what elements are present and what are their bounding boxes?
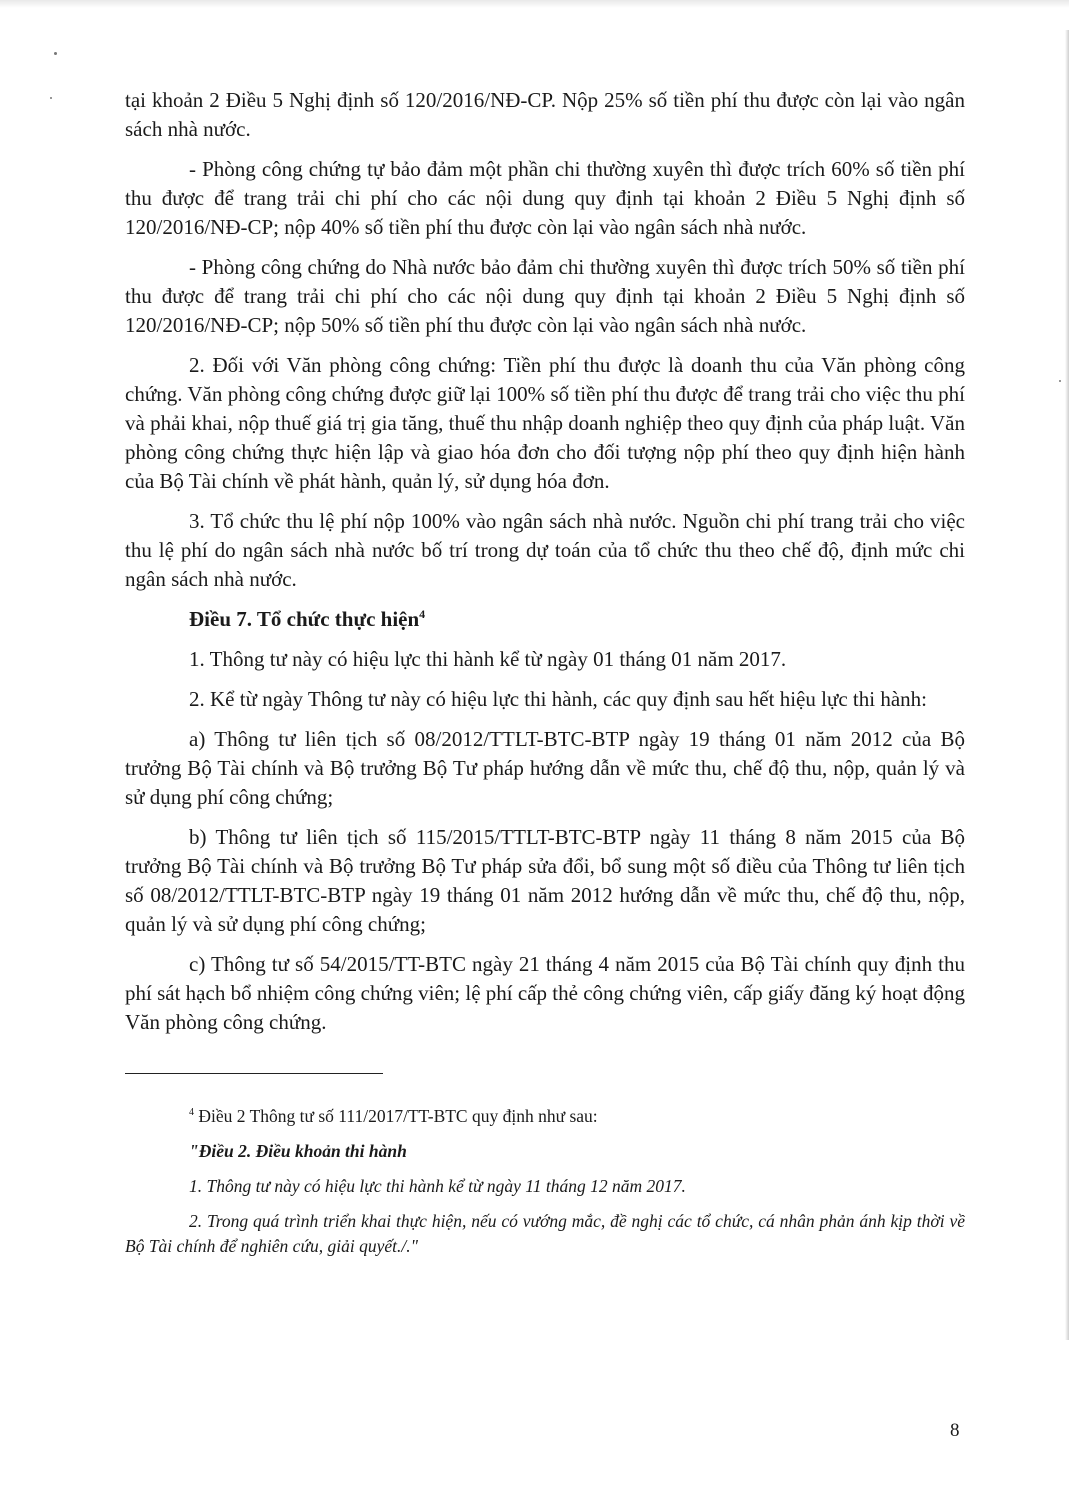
article-7-heading [125,605,965,634]
paragraph-state-funded: - Phòng công chứng do Nhà nước bảo đảm chi thường xuyên thì được trích 50% số tiền phí thu được để trang trải chi phí cho các nội dung quy định tại khoản 2 Điều 5 Nghị định số 120/2016/NĐ-CP; nộp 50% số tiền phí thu được còn lại vào ngân sách nhà nước. [125,255,965,337]
footnote-4-intro [125,1104,965,1129]
paragraph-repealed-intro: 2. Kể từ ngày Thông tư này có hiệu lực thi hành, các quy định sau hết hiệu lực thi hành: [189,687,927,711]
scan-speck [1059,380,1061,382]
page-number: 8 [950,1420,960,1441]
article-7-title: Điều 7. Tổ chức thực hiện [189,607,420,631]
scan-speck [50,97,52,99]
paragraph-effective-date: 1. Thông tư này có hiệu lực thi hành kể từ ngày 01 tháng 01 năm 2017. [189,647,787,671]
footnote-reference: 4 [419,607,426,621]
paragraph-repealed-b: b) Thông tư liên tịch số 115/2015/TTLT-BTC-BTP ngày 11 tháng 8 năm 2015 của Bộ trưởng Bộ Tài chính và Bộ trưởng Bộ Tư pháp sửa đổi, bổ sung một số điều của Thông tư liên tịch số 08/2012/TTLT-BTC-BTP ngày 19 tháng 01 năm 2012 hướng dẫn về mức thu, chế độ thu, nộp, quản lý và sử dụng phí công chứng; [125,825,965,936]
footnote-intro-text: Điều 2 Thông tư số 111/2017/TT-BTC quy định như sau: [194,1106,598,1126]
scan-edge-right [1065,30,1069,1340]
paragraph-continuation: tại khoản 2 Điều 5 Nghị định số 120/2016/NĐ-CP. Nộp 25% số tiền phí thu được còn lại vào ngân sách nhà nước. [125,88,965,141]
footnote-4-title: "Điều 2. Điều khoản thi hành [189,1141,407,1161]
footnote-divider [125,1073,383,1074]
footnote-4-item-2: 2. Trong quá trình triển khai thực hiện, nếu có vướng mắc, đề nghị các tổ chức, cá nhân phản ánh kịp thời về Bộ Tài chính để nghiên cứu, giải quyết./." [125,1211,965,1256]
footnote-mark: 4 [189,1107,194,1119]
footnotes [125,1104,965,1259]
paragraph-repealed-c: c) Thông tư số 54/2015/TT-BTC ngày 21 tháng 4 năm 2015 của Bộ Tài chính quy định thu phí sát hạch bổ nhiệm công chứng viên; lệ phí cấp thẻ công chứng viên, cấp giấy đăng ký hoạt động Văn phòng công chứng. [125,952,965,1034]
paragraph-fee-collection: 3. Tổ chức thu lệ phí nộp 100% vào ngân sách nhà nước. Nguồn chi phí trang trải cho việc thu lệ phí do ngân sách nhà nước bố trí trong dự toán của tổ chức thu theo chế độ, định mức chi ngân sách nhà nước. [125,509,965,591]
paragraph-partial-self-funded: - Phòng công chứng tự bảo đảm một phần chi thường xuyên thì được trích 60% số tiền phí thu được để trang trải chi phí cho các nội dung quy định tại khoản 2 Điều 5 Nghị định số 120/2016/NĐ-CP; nộp 40% số tiền phí thu được còn lại vào ngân sách nhà nước. [125,157,965,239]
scan-speck [54,52,57,55]
footnote-4-item-1: 1. Thông tư này có hiệu lực thi hành kể từ ngày 11 tháng 12 năm 2017. [189,1176,686,1196]
paragraph-notary-office: 2. Đối với Văn phòng công chứng: Tiền phí thu được là doanh thu của Văn phòng công chứng. Văn phòng công chứng được giữ lại 100% số tiền phí thu được để trang trải cho việc thu phí và phải khai, nộp thuế giá trị gia tăng, thuế thu nhập doanh nghiệp theo quy định của pháp luật. Văn phòng công chứng thực hiện lập và giao hóa đơn cho đối tượng nộp phí theo quy định hiện hành của Bộ Tài chính về phát hành, quản lý, sử dụng hóa đơn. [125,353,965,493]
document-page [125,86,965,1269]
scan-edge-top [0,0,1069,8]
paragraph-repealed-a: a) Thông tư liên tịch số 08/2012/TTLT-BTC-BTP ngày 19 tháng 01 năm 2012 của Bộ trưởng Bộ Tài chính và Bộ trưởng Bộ Tư pháp hướng dẫn về mức thu, chế độ thu, nộp, quản lý và sử dụng phí công chứng; [125,727,965,809]
